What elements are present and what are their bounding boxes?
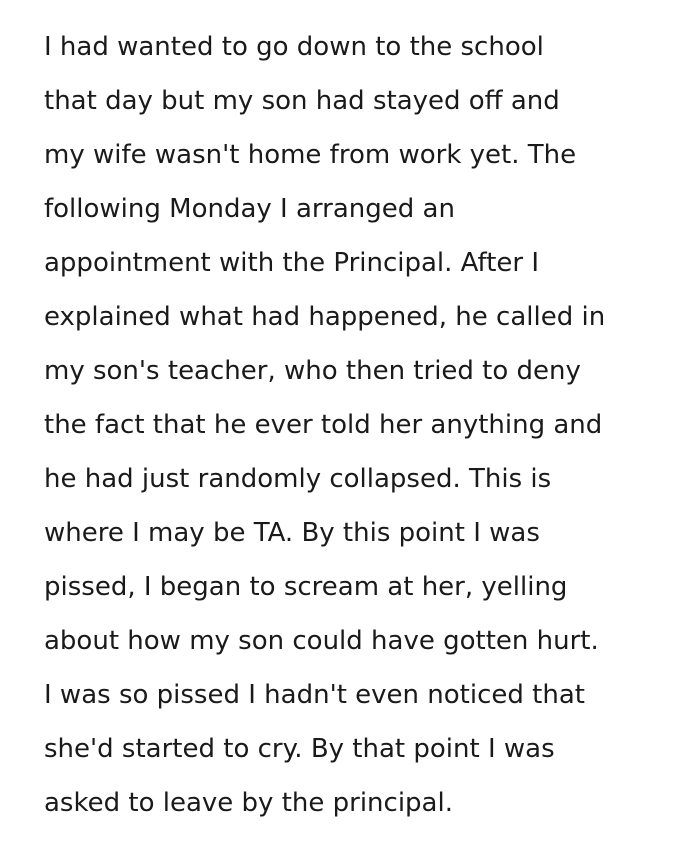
story-line: following Monday I arranged an (44, 194, 455, 224)
story-line: explained what had happened, he called in (44, 302, 606, 332)
story-line: where I may be TA. By this point I was (44, 518, 540, 548)
story-line: my son's teacher, who then tried to deny (44, 356, 581, 386)
story-line: my wife wasn't home from work yet. The (44, 140, 577, 170)
story-line: asked to leave by the principal. (44, 788, 453, 818)
story-line: he had just randomly collapsed. This is (44, 464, 552, 494)
story-line: about how my son could have gotten hurt. (44, 626, 599, 656)
story-paragraph (44, 20, 694, 830)
story-line: appointment with the Principal. After I (44, 248, 540, 278)
story-line: I had wanted to go down to the school (44, 32, 544, 62)
story-line: pissed, I began to scream at her, yelling (44, 572, 568, 602)
story-line: that day but my son had stayed off and (44, 86, 560, 116)
story-line: I was so pissed I hadn't even noticed that (44, 680, 585, 710)
story-line: the fact that he ever told her anything and (44, 410, 603, 440)
story-line: she'd started to cry. By that point I was (44, 734, 555, 764)
